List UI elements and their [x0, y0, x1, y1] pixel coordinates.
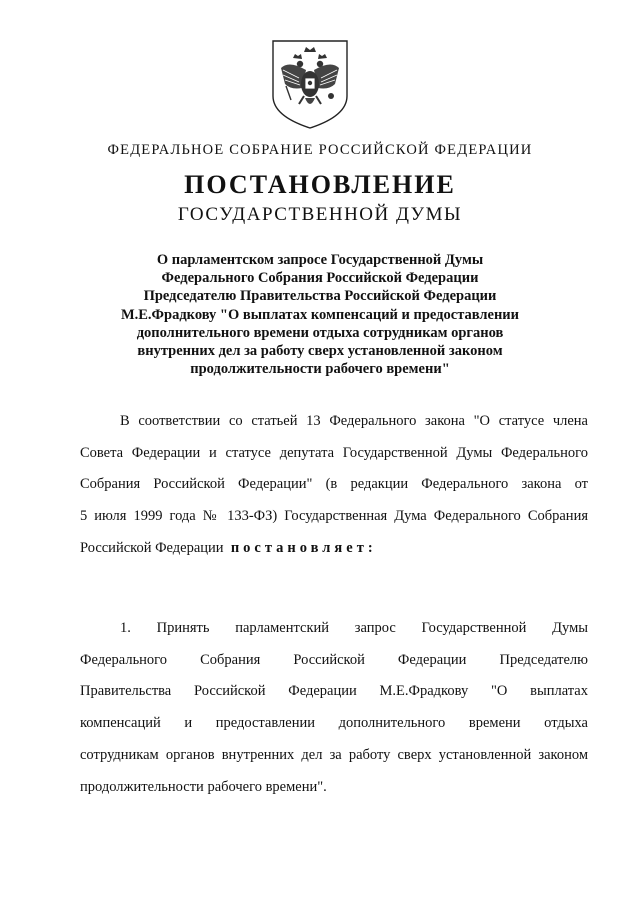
item-1-line: продолжительности рабочего времени". [80, 778, 327, 795]
subject-line: продолжительности рабочего времени" [190, 361, 450, 378]
document-type-title: ПОСТАНОВЛЕНИЕ [184, 170, 456, 199]
subject-line: М.Е.Фрадкову "О выплатах компенсаций и предоставлении [120, 306, 520, 323]
preamble-paragraph [80, 406, 588, 565]
preamble-last-line [80, 533, 588, 565]
document-issuer-title: ГОСУДАРСТВЕННОЙ ДУМЫ [177, 204, 463, 225]
subject-line: внутренних дел за работу сверх установленной законом [137, 343, 503, 360]
preamble-line: Совета Федерации и статусе депутата Государственной Думы Федерального [80, 444, 588, 461]
document-subject [100, 251, 540, 378]
item-1-line: компенсаций и предоставлении дополнительного времени отдыха [80, 715, 588, 732]
subject-line: Федерального Собрания Российской Федерации [161, 270, 479, 287]
item-1-paragraph [80, 613, 588, 803]
preamble-line: Российской Федерации [80, 539, 224, 556]
item-1-line: Правительства Российской Федерации М.Е.Фрадкову "О выплатах [80, 683, 588, 700]
item-1-line: Федерального Собрания Российской Федерации Председателю [80, 651, 588, 668]
russian-coat-of-arms-icon [269, 38, 351, 130]
subject-line: Председателю Правительства Российской Федерации [143, 288, 497, 305]
item-1-line: сотрудникам органов внутренних дел за работу сверх установленной законом [80, 746, 588, 763]
preamble-line: 5 июля 1999 года № 133-ФЗ) Государственная Дума Федерального Собрания [80, 508, 588, 525]
resolves-word: постановляет: [230, 539, 377, 556]
item-1-line: 1. Принять парламентский запрос Государственной Думы [120, 620, 588, 636]
preamble-line: В соответствии со статьей 13 Федерального закона "О статусе члена [120, 413, 588, 429]
subject-line: дополнительного времени отдыха сотрудникам органов [136, 324, 504, 341]
subject-line: О парламентском запросе Государственной Думы [156, 252, 484, 268]
federal-assembly-heading: ФЕДЕРАЛЬНОЕ СОБРАНИЕ РОССИЙСКОЙ ФЕДЕРАЦИИ [107, 142, 533, 158]
preamble-line: Собрания Российской Федерации" (в редакции Федерального закона от [80, 476, 588, 493]
